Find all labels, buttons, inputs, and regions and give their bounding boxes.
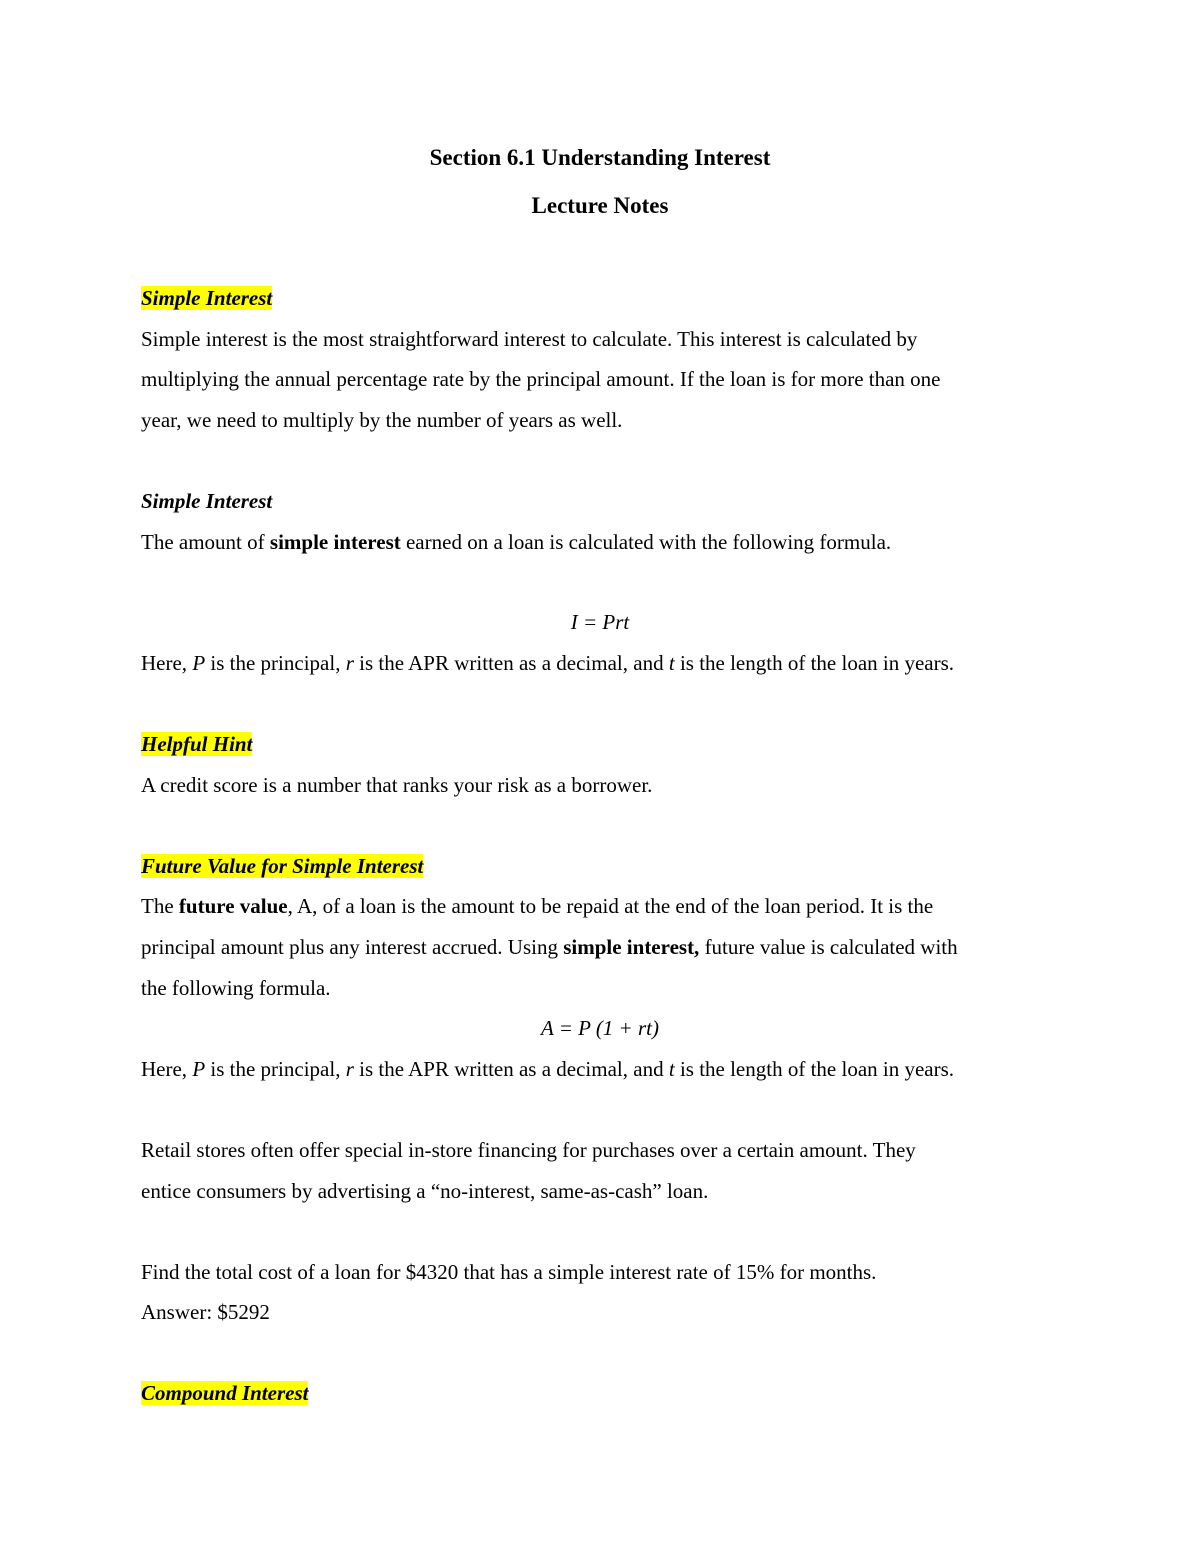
variable-t: t <box>668 651 675 675</box>
formula-simple-interest <box>0 608 1200 636</box>
example-answer: Answer: $5292 <box>141 1300 270 1324</box>
text-span: principal amount plus any interest accrued. Using <box>141 935 564 959</box>
variable-p: P <box>192 1057 206 1081</box>
text-span: Here, <box>141 1057 193 1081</box>
hint-text: A credit score is a number that ranks your risk as a borrower. <box>141 773 653 797</box>
example-question: Find the total cost of a loan for $4320 that has a simple interest rate of 15% for months. <box>141 1260 877 1284</box>
formula-text: A = P (1 + rt) <box>541 1016 659 1040</box>
bold-term: simple interest, <box>563 935 700 959</box>
paragraph-line <box>141 892 1101 920</box>
paragraph-line: the following formula. <box>141 976 331 1000</box>
section-heading-simple-interest <box>141 284 1101 312</box>
subheading-simple-interest: Simple Interest <box>141 489 273 513</box>
page-subtitle: Lecture Notes <box>531 193 669 218</box>
paragraph-line: Retail stores often offer special in-store financing for purchases over a certain amount. They <box>141 1138 916 1162</box>
highlighted-heading: Simple Interest <box>141 286 273 310</box>
text-span: Here, <box>141 651 193 675</box>
variables-line <box>141 1055 1101 1083</box>
text-span: , A, of a loan is the amount to be repaid at the end of the loan period. It is the <box>287 894 934 918</box>
text-span: is the length of the loan in years. <box>674 651 955 675</box>
bold-term: future value <box>178 894 288 918</box>
definition-line <box>141 528 1101 556</box>
variable-p: P <box>192 651 206 675</box>
formula-future-value <box>0 1014 1200 1042</box>
paragraph-line: Simple interest is the most straightforward interest to calculate. This interest is calculated by <box>141 327 918 351</box>
paragraph-line: entice consumers by advertising a “no-interest, same-as-cash” loan. <box>141 1179 709 1203</box>
paragraph-line <box>141 933 1101 961</box>
section-heading-future-value <box>141 852 1101 880</box>
highlighted-heading: Future Value for Simple Interest <box>141 854 424 878</box>
section-heading-compound-interest <box>141 1379 1101 1407</box>
variable-r: r <box>345 1057 354 1081</box>
text-span: is the APR written as a decimal, and <box>353 651 669 675</box>
bold-term: simple interest <box>269 530 401 554</box>
text-span: is the length of the loan in years. <box>674 1057 955 1081</box>
text-span: earned on a loan is calculated with the following formula. <box>400 530 892 554</box>
variable-t: t <box>668 1057 675 1081</box>
section-heading-helpful-hint <box>141 730 1101 758</box>
text-span: future value is calculated with <box>699 935 958 959</box>
variables-line <box>141 649 1101 677</box>
paragraph-line: year, we need to multiply by the number of years as well. <box>141 408 623 432</box>
formula-text: I = Prt <box>570 610 630 634</box>
highlighted-heading: Helpful Hint <box>141 732 253 756</box>
text-span: The amount of <box>141 530 270 554</box>
variable-r: r <box>345 651 354 675</box>
text-span: is the principal, <box>205 651 346 675</box>
paragraph-line: multiplying the annual percentage rate by the principal amount. If the loan is for more than one <box>141 367 941 391</box>
text-span: is the APR written as a decimal, and <box>353 1057 669 1081</box>
text-span: The <box>141 894 179 918</box>
text-span: is the principal, <box>205 1057 346 1081</box>
highlighted-heading: Compound Interest <box>141 1381 309 1405</box>
page-title: Section 6.1 Understanding Interest <box>429 145 771 170</box>
